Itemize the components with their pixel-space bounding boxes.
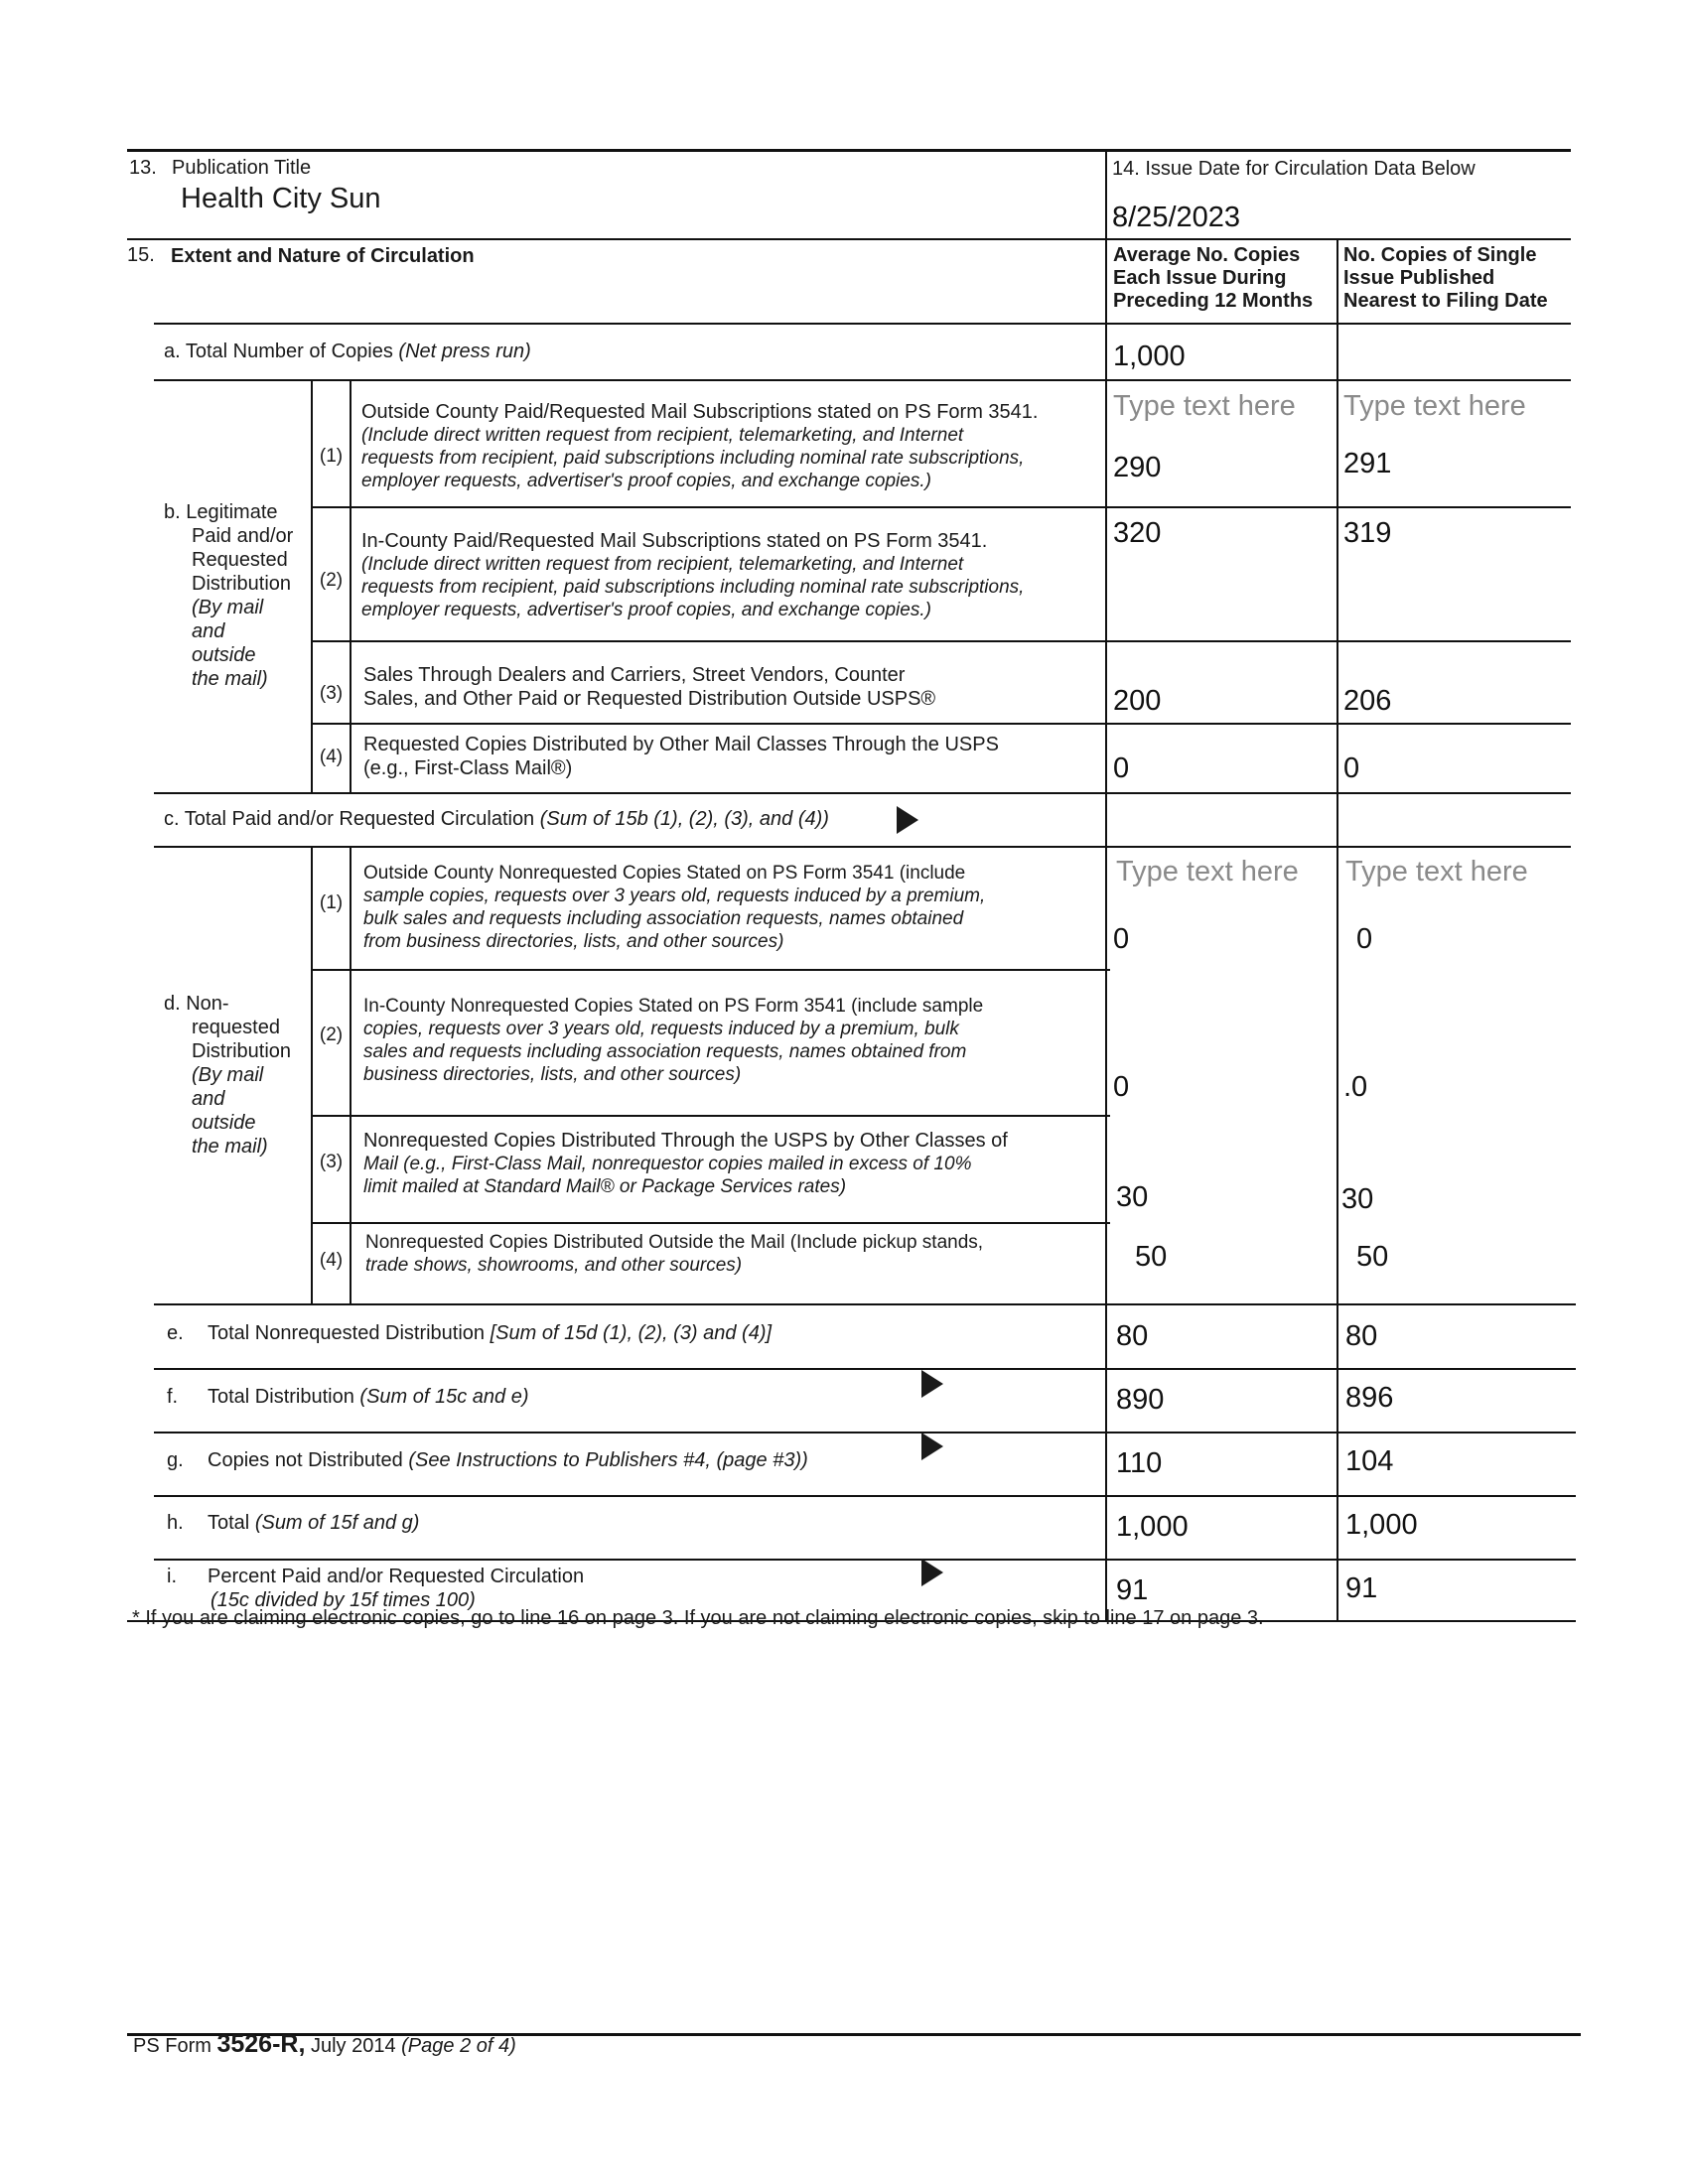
d3-description: Nonrequested Copies Distributed Through the USPS by Other Classes of Mail (e.g., First-Class Mail, nonrequestor copies mailed in excess of 10% limit mailed at Standard Mail® or Package Services rates) [363, 1130, 1008, 1197]
rule-b-top [154, 379, 1571, 381]
b2-avg-value[interactable]: 320 [1113, 517, 1162, 549]
rule-b1-b2 [311, 506, 1571, 508]
row-i-letter: i. [167, 1566, 177, 1587]
row-e-letter: e. [167, 1322, 184, 1344]
row-g-arrow-icon [921, 1433, 943, 1460]
d1-avg-placeholder[interactable]: Type text here [1116, 856, 1299, 887]
row-i-single-value[interactable]: 91 [1345, 1572, 1378, 1604]
row-i-avg-value[interactable]: 91 [1116, 1574, 1149, 1606]
form-footer: PS Form 3526-R, July 2014 (Page 2 of 4) [133, 2030, 516, 2058]
rule-g-top [154, 1432, 1576, 1433]
issue-date-label: 14. Issue Date for Circulation Data Below [1112, 158, 1476, 180]
d1-avg-value[interactable]: 0 [1113, 923, 1130, 955]
b2-number: (2) [319, 570, 344, 591]
d4-single-value[interactable]: 50 [1356, 1241, 1389, 1273]
row-e-label: Total Nonrequested Distribution [Sum of 15d (1), (2), (3) and (4)] [208, 1322, 773, 1344]
row-c-label: c. Total Paid and/or Requested Circulation (Sum of 15b (1), (2), (3), and (4)) [164, 808, 829, 830]
b1-description: Outside County Paid/Requested Mail Subscriptions stated on PS Form 3541. (Include direct written request from recipient, telemarketing, and Internet requests from recipient, paid subscriptions including nominal rate subscriptions, employer requests, advertiser's proof copies, and exchange copies.) [361, 401, 1039, 491]
electronic-copies-footnote: * If you are claiming electronic copies, go to line 16 on page 3. If you are not claiming electronic copies, skip to line 17 on page 3. [132, 1607, 1264, 1629]
row-h-letter: h. [167, 1512, 184, 1534]
b1-single-placeholder[interactable]: Type text here [1343, 390, 1526, 422]
col1-left-rule [1105, 149, 1107, 1620]
row-f-avg-value[interactable]: 890 [1116, 1384, 1165, 1416]
row-c-arrow-icon [897, 806, 918, 834]
field-13-number: 13. [129, 157, 157, 179]
d3-single-value[interactable]: 30 [1341, 1183, 1374, 1215]
b1-avg-placeholder[interactable]: Type text here [1113, 390, 1296, 422]
b1-avg-value[interactable]: 290 [1113, 452, 1162, 483]
d2-single-value[interactable]: .0 [1343, 1071, 1368, 1103]
row-e-avg-value[interactable]: 80 [1116, 1320, 1149, 1352]
rule-d-top [154, 846, 1571, 848]
row-g-avg-value[interactable]: 110 [1116, 1447, 1163, 1479]
publication-title-value[interactable]: Health City Sun [181, 183, 381, 214]
b3-single-value[interactable]: 206 [1343, 685, 1392, 717]
row-f-label: Total Distribution (Sum of 15c and e) [208, 1386, 529, 1408]
b2-description: In-County Paid/Requested Mail Subscriptions stated on PS Form 3541. (Include direct written request from recipient, telemarketing, and Internet requests from recipient, paid subscriptions including nominal rate subscriptions, employer requests, advertiser's proof copies, and exchange copies.) [361, 530, 1025, 620]
b-num-right-rule [350, 379, 352, 792]
col1-header: Average No. Copies Each Issue During Preceding 12 Months [1113, 244, 1314, 312]
issue-date-value[interactable]: 8/25/2023 [1112, 202, 1241, 233]
b4-number: (4) [319, 747, 344, 767]
row-f-single-value[interactable]: 896 [1345, 1382, 1394, 1414]
row-i-arrow-icon [921, 1559, 943, 1586]
row-g-letter: g. [167, 1449, 184, 1471]
d-num-right-rule [350, 846, 352, 1303]
b1-single-value[interactable]: 291 [1343, 448, 1392, 479]
row-g-label: Copies not Distributed (See Instructions to Publishers #4, (page #3)) [208, 1449, 808, 1471]
d-num-left-rule [311, 846, 313, 1303]
rule-d2-d3 [311, 1115, 1110, 1117]
rule-a-top [154, 323, 1571, 325]
row-i-label: Percent Paid and/or Requested Circulation (15c divided by 15f times 100) [208, 1566, 585, 1611]
rule-i-top [154, 1559, 1576, 1561]
b4-single-value[interactable]: 0 [1343, 752, 1360, 784]
d1-number: (1) [319, 892, 344, 913]
col2-header: No. Copies of Single Issue Published Nearest to Filing Date [1343, 244, 1548, 312]
d4-number: (4) [319, 1250, 344, 1271]
rule-d3-d4 [311, 1222, 1110, 1224]
field-15-number: 15. [127, 244, 155, 266]
row-a-label: a. Total Number of Copies (Net press run) [164, 341, 531, 362]
row-h-avg-value[interactable]: 1,000 [1116, 1511, 1189, 1543]
field-15-label: Extent and Nature of Circulation [171, 245, 475, 267]
d1-single-placeholder[interactable]: Type text here [1345, 856, 1528, 887]
d2-avg-value[interactable]: 0 [1113, 1071, 1130, 1103]
rule-15-top [127, 238, 1571, 240]
b2-single-value[interactable]: 319 [1343, 517, 1392, 549]
rule-b2-b3 [311, 640, 1571, 642]
group-b-label: b. Legitimate Paid and/or Requested Distribution (By mail and outside the mail) [164, 501, 294, 690]
row-e-single-value[interactable]: 80 [1345, 1320, 1378, 1352]
row-f-letter: f. [167, 1386, 179, 1408]
rule-d1-d2 [311, 969, 1110, 971]
d3-number: (3) [319, 1152, 344, 1172]
row-a-avg-value[interactable]: 1,000 [1113, 341, 1186, 372]
row-f-arrow-icon [921, 1370, 943, 1398]
row-g-single-value[interactable]: 104 [1345, 1445, 1394, 1477]
d4-description: Nonrequested Copies Distributed Outside the Mail (Include pickup stands, trade shows, showrooms, and other sources) [365, 1232, 984, 1276]
b3-description: Sales Through Dealers and Carriers, Street Vendors, Counter Sales, and Other Paid or Requested Distribution Outside USPS® [363, 664, 936, 710]
top-rule [127, 149, 1571, 152]
b3-number: (3) [319, 683, 344, 704]
d1-single-value[interactable]: 0 [1356, 923, 1373, 955]
b4-description: Requested Copies Distributed by Other Mail Classes Through the USPS (e.g., First-Class Mail®) [363, 734, 999, 779]
b1-number: (1) [319, 446, 344, 467]
d4-avg-value[interactable]: 50 [1135, 1241, 1168, 1273]
b4-avg-value[interactable]: 0 [1113, 752, 1130, 784]
rule-e-top [154, 1303, 1576, 1305]
rule-b3-b4 [311, 723, 1571, 725]
row-h-label: Total (Sum of 15f and g) [208, 1512, 420, 1534]
row-h-single-value[interactable]: 1,000 [1345, 1509, 1418, 1541]
group-d-label: d. Non- requested Distribution (By mail and outside the mail) [164, 993, 292, 1158]
d3-avg-value[interactable]: 30 [1116, 1181, 1149, 1213]
rule-h-top [154, 1495, 1576, 1497]
d2-number: (2) [319, 1024, 344, 1045]
d1-description: Outside County Nonrequested Copies Stated on PS Form 3541 (include sample copies, requests over 3 years old, requests induced by a premium, bulk sales and requests including association requests, names obtained from business directories, lists, and other sources) [363, 863, 986, 952]
d2-description: In-County Nonrequested Copies Stated on PS Form 3541 (include sample copies, requests over 3 years old, requests induced by a premium, bulk sales and requests including association requests, names obtained from business directories, lists, and other sources) [363, 996, 984, 1085]
publication-title-label: Publication Title [172, 157, 312, 179]
rule-f-top [154, 1368, 1576, 1370]
b3-avg-value[interactable]: 200 [1113, 685, 1162, 717]
rule-c-top [154, 792, 1571, 794]
col2-left-rule [1336, 238, 1338, 1620]
